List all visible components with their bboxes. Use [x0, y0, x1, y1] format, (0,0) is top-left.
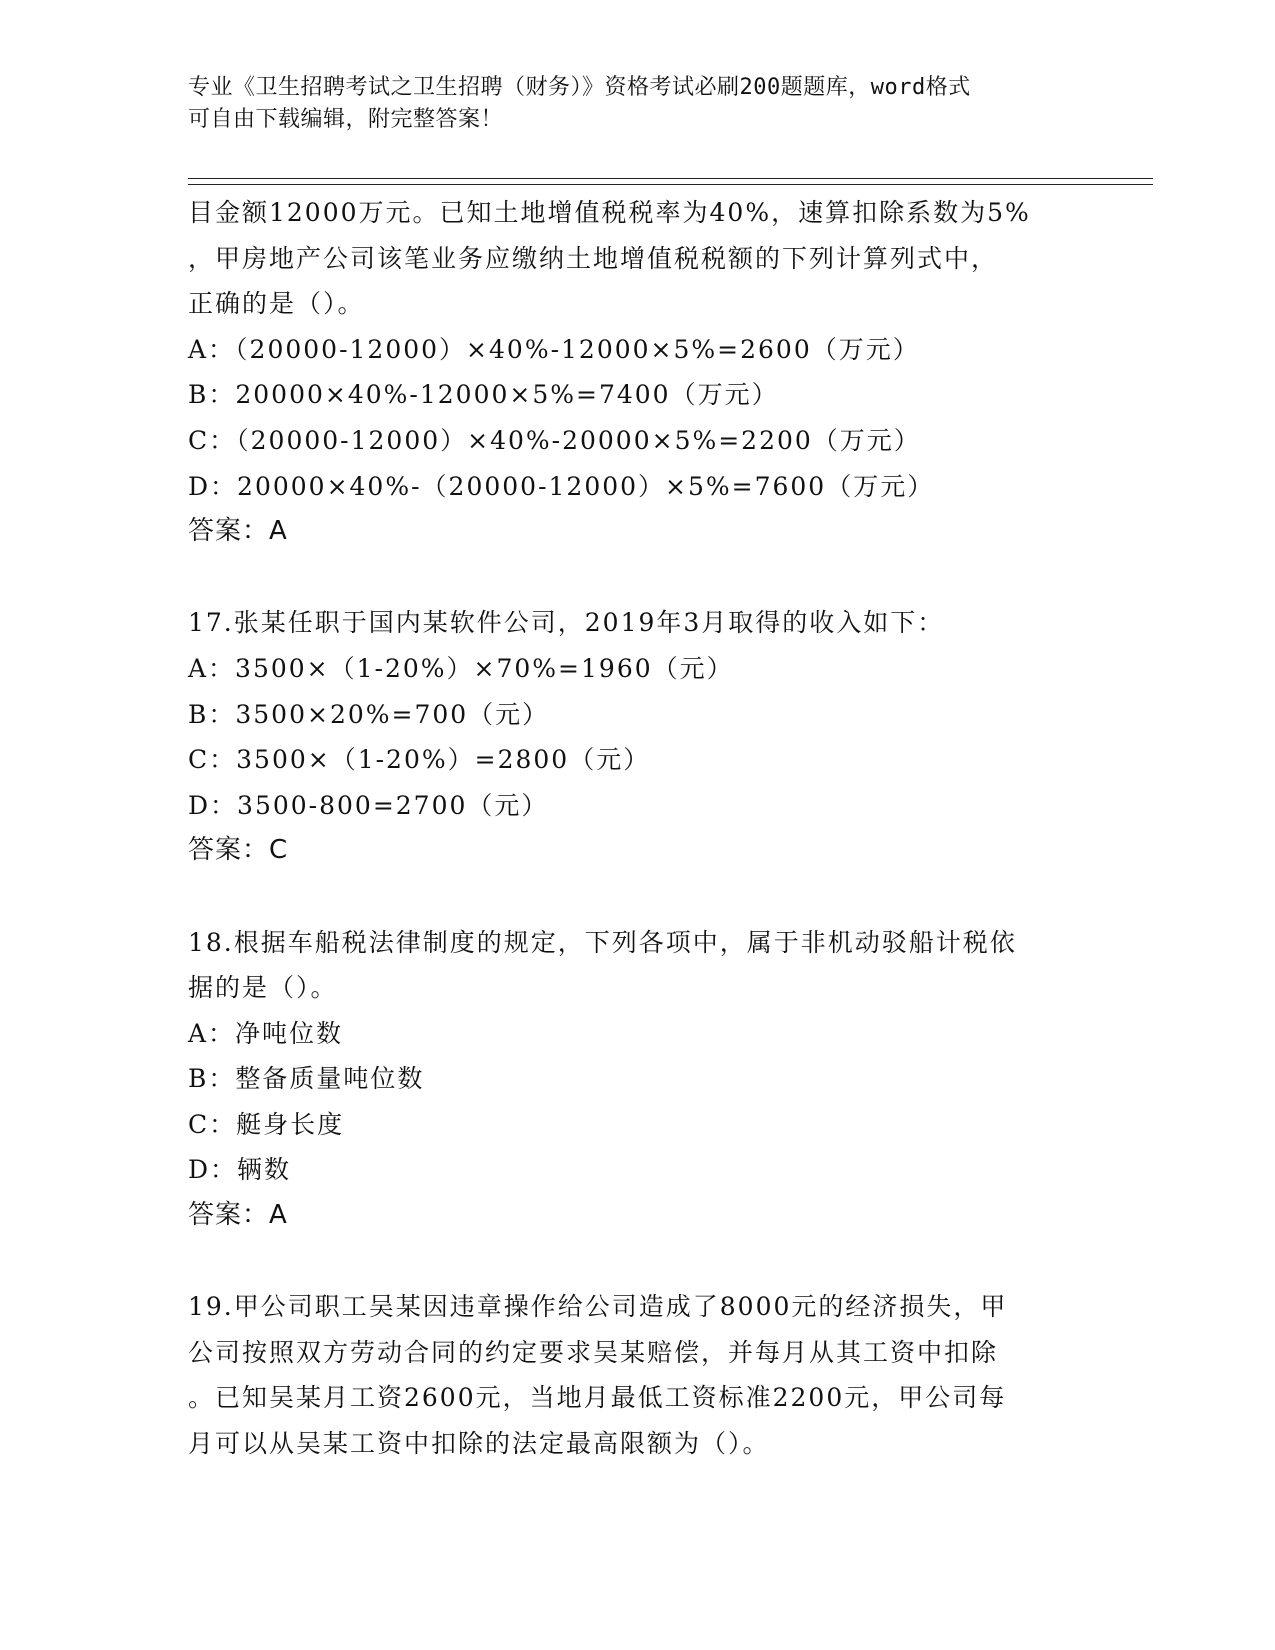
- option-c: C：3500×（1-20%）=2800（元）: [188, 745, 651, 775]
- question-stem-line: 17.张某任职于国内某软件公司，2019年3月取得的收入如下：: [188, 608, 945, 638]
- spacer: [188, 874, 1088, 920]
- option-d: D：辆数: [188, 1155, 292, 1185]
- question-stem-line: 正确的是（）。: [188, 289, 365, 319]
- header-divider-bottom: [188, 184, 1153, 185]
- spacer: [188, 1239, 1088, 1285]
- spacer: [188, 555, 1088, 601]
- answer-label: 答案：A: [188, 516, 288, 547]
- option-a: A：3500×（1-20%）×70%=1960（元）: [188, 653, 734, 683]
- page-header: [188, 72, 1078, 136]
- option-c: C：（20000-12000）×40%-20000×5%=2200（万元）: [188, 425, 921, 455]
- option-b: B：整备质量吨位数: [188, 1064, 425, 1094]
- question-16: [188, 190, 1088, 555]
- question-content: [188, 190, 1088, 1467]
- answer-label: 答案：C: [188, 835, 289, 866]
- option-a: A：（20000-12000）×40%-12000×5%=2600（万元）: [188, 334, 920, 364]
- header-title-line-2: 可自由下载编辑，附完整答案！: [188, 107, 504, 132]
- question-19: [188, 1284, 1088, 1466]
- question-17: [188, 600, 1088, 874]
- answer-label: 答案：A: [188, 1200, 288, 1231]
- option-c: C：艇身长度: [188, 1109, 345, 1139]
- question-stem-line: 19.甲公司职工吴某因违章操作给公司造成了8000元的经济损失，甲: [188, 1292, 1008, 1322]
- header-divider-top: [188, 178, 1153, 179]
- question-stem-line: ，甲房地产公司该笔业务应缴纳土地增值税税额的下列计算列式中，: [188, 243, 999, 273]
- question-stem-line: 。已知吴某月工资2600元，当地月最低工资标准2200元，甲公司每: [188, 1383, 1007, 1413]
- header-title-line-1: 专业《卫生招聘考试之卫生招聘（财务）》资格考试必刷200题题库，word格式: [188, 75, 971, 100]
- option-d: D：20000×40%-（20000-12000）×5%=7600（万元）: [188, 471, 935, 501]
- question-stem-line: 据的是（）。: [188, 973, 338, 1003]
- question-stem-line: 月可以从吴某工资中扣除的法定最高限额为（）。: [188, 1429, 770, 1459]
- option-b: B：3500×20%=700（元）: [188, 699, 550, 729]
- question-18: [188, 920, 1088, 1239]
- option-d: D：3500-800=2700（元）: [188, 790, 549, 820]
- question-stem-line: 公司按照双方劳动合同的约定要求吴某赔偿，并每月从其工资中扣除: [188, 1337, 999, 1367]
- option-a: A：净吨位数: [188, 1018, 344, 1048]
- question-stem-line: 目金额12000万元。已知土地增值税税率为40%，速算扣除系数为5%: [188, 198, 1031, 227]
- option-b: B：20000×40%-12000×5%=7400（万元）: [188, 380, 779, 410]
- question-stem-line: 18.根据车船税法律制度的规定，下列各项中，属于非机动驳船计税依: [188, 927, 1017, 957]
